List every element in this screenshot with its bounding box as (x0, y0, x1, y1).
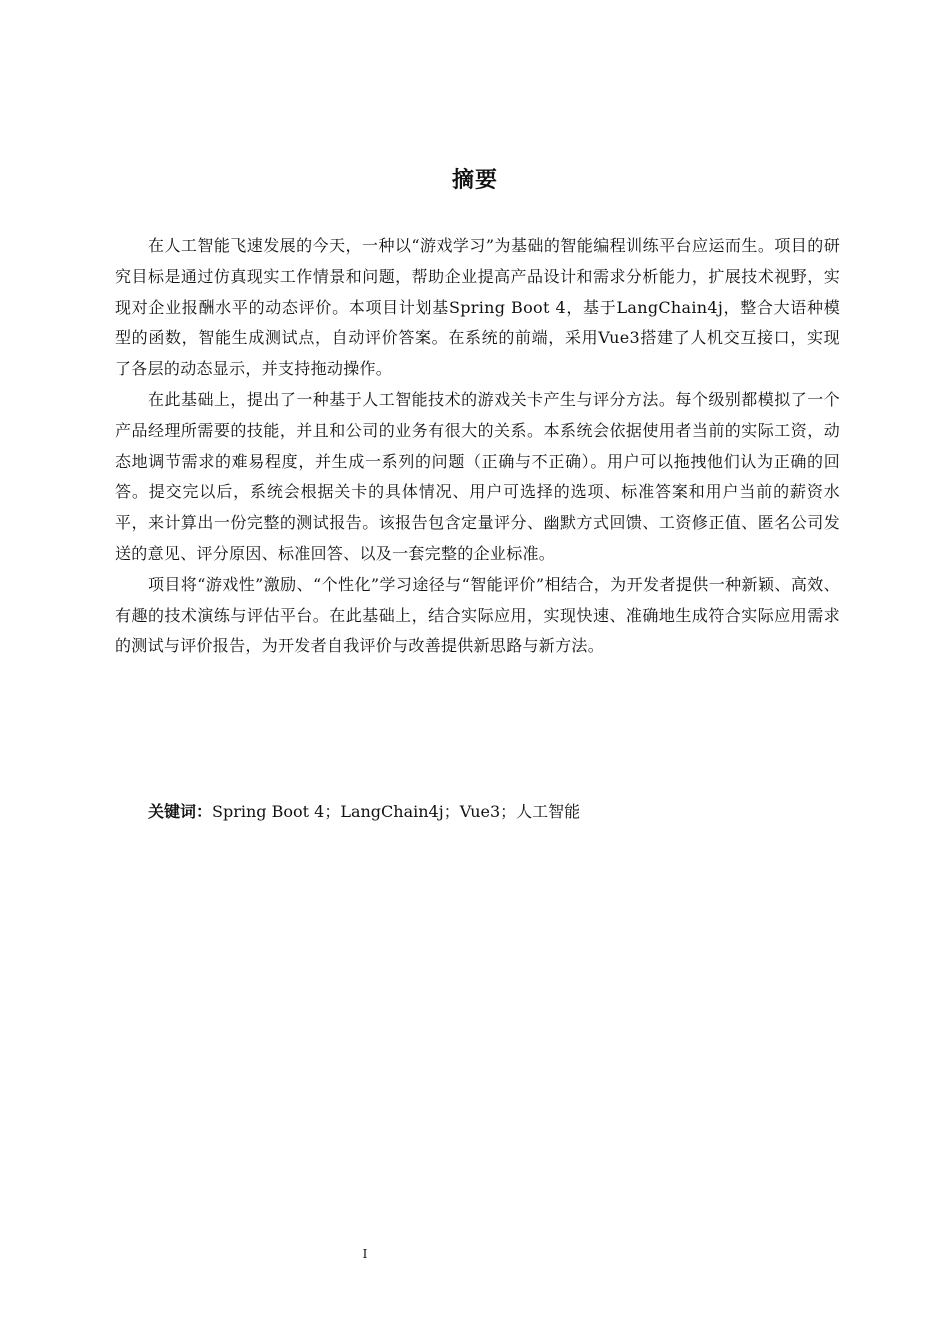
keywords-label: 关键词： (148, 802, 213, 821)
abstract-paragraph-1: 在人工智能飞速发展的今天，一种以“游戏学习”为基础的智能编程训练平台应运而生。项目的研究目标是通过仿真现实工作情景和问题，帮助企业提高产品设计和需求分析能力，扩展技术视野，实现对企业报酬水平的动态评价。本项目计划基Spring Boot 4，基于LangChain4j，整合大语种模型的函数，智能生成测试点，自动评价答案。在系统的前端，采用Vue3搭建了人机交互接口，实现了各层的动态显示，并支持拖动操作。 (115, 236, 840, 379)
abstract-paragraph-3: 项目将“游戏性”激励、“个性化”学习途径与“智能评价”相结合，为开发者提供一种新颖、高效、有趣的技术演练与评估平台。在此基础上，结合实际应用，实现快速、准确地生成符合实际应用需求的测试与评价报告，为开发者自我评价与改善提供新思路与新方法。 (115, 574, 840, 656)
abstract-title: 摘要 (451, 168, 498, 193)
keywords-line (148, 798, 848, 826)
keywords-text: Spring Boot 4；LangChain4j；Vue3；人工智能 (212, 802, 581, 821)
page-number: I (362, 1247, 368, 1261)
abstract-paragraph-2: 在此基础上，提出了一种基于人工智能技术的游戏关卡产生与评分方法。每个级别都模拟了一个产品经理所需要的技能，并且和公司的业务有很大的关系。本系统会依据使用者当前的实际工资，动态地调节需求的难易程度，并生成一系列的问题（正确与不正确）。用户可以拖拽他们认为正确的回答。提交完以后，系统会根据关卡的具体情况、用户可选择的选项、标准答案和用户当前的薪资水平，来计算出一份完整的测试报告。该报告包含定量评分、幽默方式回馈、工资修正值、匿名公司发送的意见、评分原因、标准回答、以及一套完整的企业标准。 (115, 389, 840, 563)
abstract-body (115, 231, 840, 662)
